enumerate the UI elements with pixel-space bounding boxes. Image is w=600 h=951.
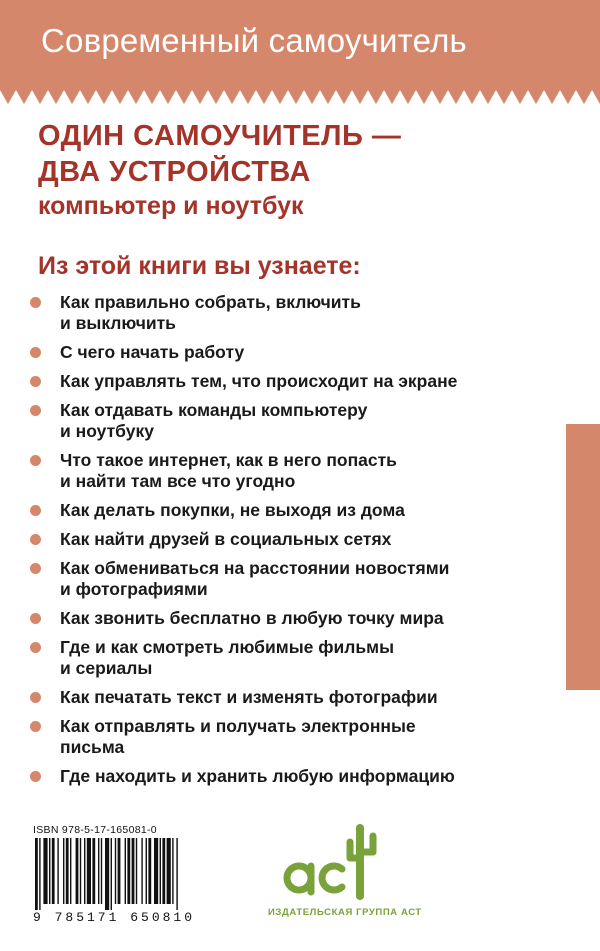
feature-text: Как печатать текст и изменять фотографии [60, 687, 438, 707]
feature-text: Как отправлять и получать электронные [60, 716, 416, 736]
feature-text: и выключить [60, 313, 176, 333]
feature-text: Как обмениваться на расстоянии новостями [60, 558, 450, 578]
feature-text: Как правильно собрать, включить [60, 292, 361, 312]
feature-item [28, 608, 558, 629]
feature-text: и фотографиями [60, 579, 208, 599]
feature-item [28, 716, 558, 758]
bullet-dot-icon [30, 505, 41, 516]
feature-text: и найти там все что угодно [60, 471, 296, 491]
feature-item [28, 500, 558, 521]
feature-text: письма [60, 737, 125, 757]
feature-text: Как отдавать команды компьютеру [60, 400, 368, 420]
zigzag-border [0, 90, 600, 106]
feature-item [28, 558, 558, 600]
bullet-dot-icon [30, 376, 41, 387]
headline-line-1: ОДИН САМОУЧИТЕЛЬ — [38, 120, 402, 152]
feature-text: Как звонить бесплатно в любую точку мира [60, 608, 444, 628]
feature-item [28, 292, 558, 334]
bullet-dot-icon [30, 613, 41, 624]
feature-item [28, 766, 558, 787]
feature-text: Что такое интернет, как в него попасть [60, 450, 397, 470]
learn-title: Из этой книги вы узнаете: [38, 252, 361, 280]
feature-list [28, 292, 558, 795]
feature-item [28, 371, 558, 392]
bullet-dot-icon [30, 563, 41, 574]
feature-text: Как найти друзей в социальных сетях [60, 529, 392, 549]
feature-text: Как делать покупки, не выходя из дома [60, 500, 405, 520]
feature-text: С чего начать работу [60, 342, 245, 362]
ast-cactus-logo-icon [280, 816, 390, 906]
side-accent-bar [566, 424, 600, 690]
isbn-label: ISBN 978-5-17-165081-0 [33, 824, 157, 836]
feature-item [28, 637, 558, 679]
bullet-dot-icon [30, 347, 41, 358]
series-title: Современный самоучитель [41, 22, 467, 59]
bullet-dot-icon [30, 405, 41, 416]
headline [38, 118, 401, 221]
feature-text: Как управлять тем, что происходит на экране [60, 371, 458, 391]
feature-text: и ноутбуку [60, 421, 154, 441]
bullet-dot-icon [30, 771, 41, 782]
feature-text: Где находить и хранить любую информацию [60, 766, 455, 786]
feature-item [28, 450, 558, 492]
bullet-dot-icon [30, 692, 41, 703]
bullet-dot-icon [30, 721, 41, 732]
bullet-dot-icon [30, 455, 41, 466]
headline-line-2: ДВА УСТРОЙСТВА [38, 156, 311, 188]
bullet-dot-icon [30, 297, 41, 308]
barcode-icon [33, 838, 233, 910]
publisher-name: ИЗДАТЕЛЬСКАЯ ГРУППА АСТ [268, 907, 422, 918]
feature-text: Где и как смотреть любимые фильмы [60, 637, 395, 657]
top-banner [0, 0, 600, 90]
bullet-dot-icon [30, 534, 41, 545]
barcode-digits: 9 785171 650810 [33, 910, 196, 925]
headline-subtitle: компьютер и ноутбук [38, 192, 304, 220]
bullet-dot-icon [30, 642, 41, 653]
feature-text: и сериалы [60, 658, 153, 678]
feature-item [28, 400, 558, 442]
feature-item [28, 342, 558, 363]
feature-item [28, 529, 558, 550]
feature-item [28, 687, 558, 708]
